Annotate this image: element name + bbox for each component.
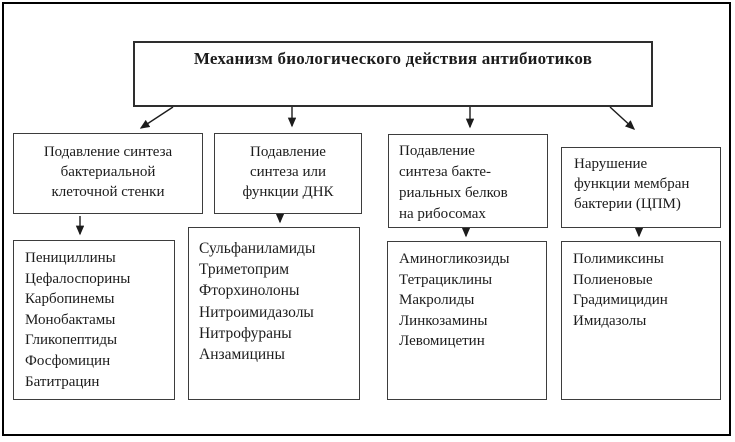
text-line: Градимицидин bbox=[573, 292, 668, 309]
mechanism-box-protein-synthesis bbox=[388, 134, 548, 228]
text-line: Подавление bbox=[399, 143, 475, 159]
text-line: Сульфаниламиды bbox=[199, 240, 316, 257]
text-line: Тетрациклины bbox=[399, 271, 493, 288]
text-line: Фторхинолоны bbox=[199, 282, 300, 300]
text-line: риальных белков bbox=[399, 185, 508, 201]
text-line: Макролиды bbox=[399, 292, 475, 309]
text-line: Пенициллины bbox=[25, 250, 116, 266]
text-line: Анзамицины bbox=[199, 346, 285, 364]
mechanism-box-dna bbox=[214, 133, 362, 214]
drug-list-protein-synthesis bbox=[387, 241, 547, 400]
text-line: Полимиксины bbox=[573, 251, 664, 267]
text-line: Имидазолы bbox=[573, 312, 647, 329]
mechanism-box-membrane bbox=[561, 147, 721, 228]
text-line: Подавление bbox=[250, 144, 326, 160]
text-line: клеточной стенки bbox=[51, 184, 165, 200]
mechanism-box-cell-wall bbox=[13, 133, 203, 214]
drug-list-cell-wall bbox=[13, 240, 175, 400]
text-line: Триметоприм bbox=[199, 261, 290, 279]
drug-list-membrane bbox=[561, 241, 721, 400]
text-line: Подавление синтеза bbox=[43, 144, 173, 160]
text-line: Карбопинемы bbox=[25, 291, 115, 308]
text-line: синтеза или bbox=[250, 164, 326, 180]
text-line: Аминогликозиды bbox=[399, 251, 510, 267]
text-line: Монобактамы bbox=[25, 311, 116, 328]
text-line: Нитроимидазолы bbox=[199, 303, 314, 321]
text-line: Левомицетин bbox=[399, 333, 485, 350]
text-line: Гликопептиды bbox=[25, 332, 118, 349]
title-box bbox=[133, 41, 653, 107]
text-line: Линкозамины bbox=[399, 312, 488, 329]
text-line: функции мембран bbox=[574, 176, 690, 192]
text-line: Нитрофураны bbox=[199, 324, 292, 342]
text-line: Цефалоспорины bbox=[25, 270, 131, 287]
text-line: Фосфомицин bbox=[25, 352, 111, 369]
text-line: Полиеновые bbox=[573, 271, 653, 288]
text-line: бактерии (ЦПМ) bbox=[574, 196, 681, 212]
text-line: Нарушение bbox=[574, 156, 648, 172]
text-line: на рибосомах bbox=[399, 206, 486, 222]
text-line: Батитрацин bbox=[25, 373, 100, 390]
text-line: синтеза бакте- bbox=[399, 164, 492, 180]
text-line: бактериальной bbox=[60, 164, 156, 180]
drug-list-dna bbox=[188, 227, 360, 400]
text-line: функции ДНК bbox=[242, 184, 334, 200]
diagram-title: Механизм биологического действия антибиотиков bbox=[193, 49, 593, 68]
